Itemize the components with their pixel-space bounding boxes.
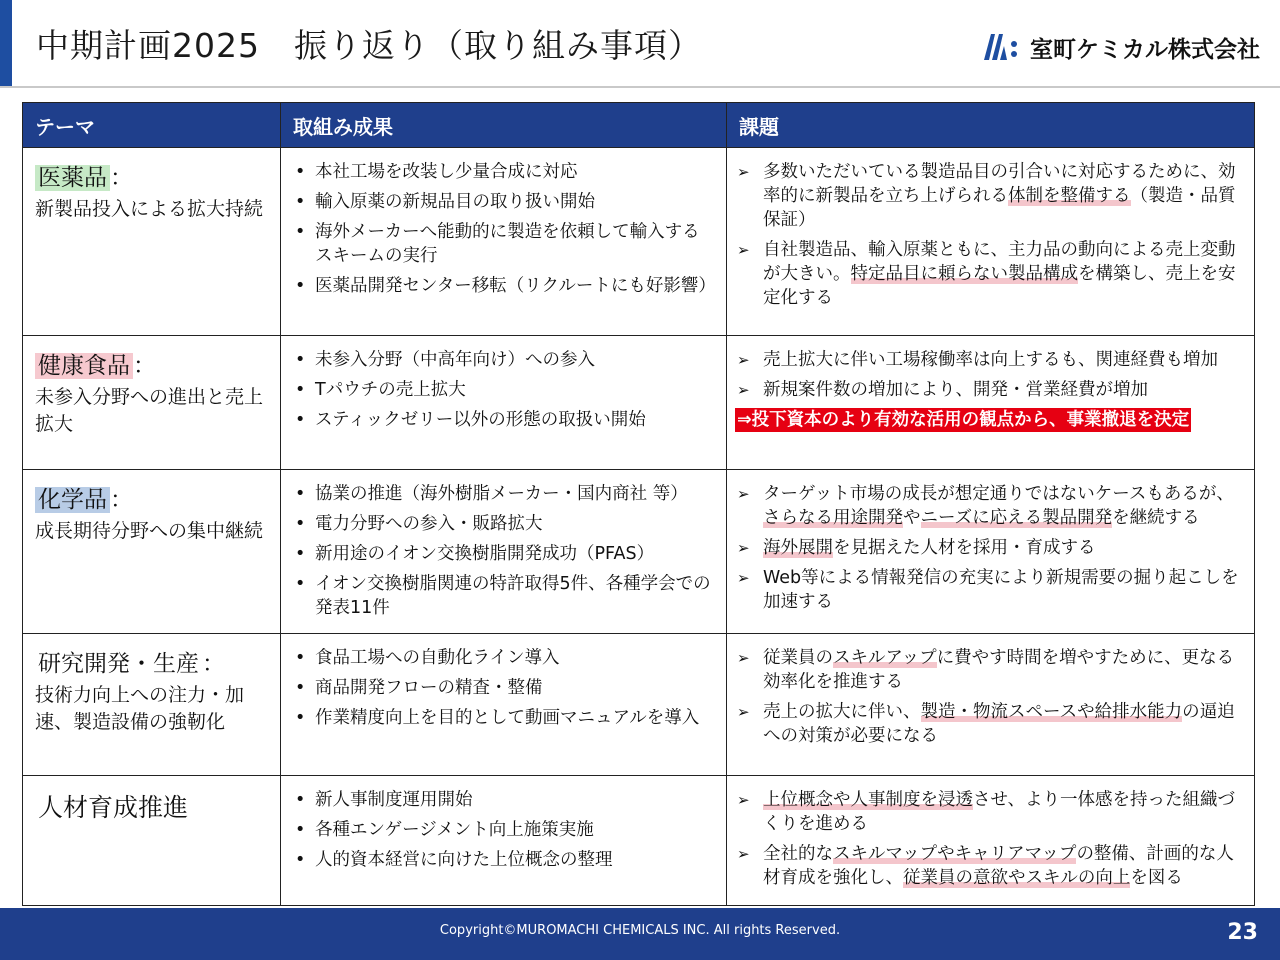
issue-text: を図る — [1130, 868, 1183, 888]
theme-description: 新製品投入による拡大持続 — [35, 198, 264, 220]
issue-text: 自社製造品、輸入原薬ともに、主力品の動向による売上変動が大きい。 — [763, 240, 1236, 284]
result-item: • 医薬品開発センター移転（リクルートにも好影響） — [289, 274, 716, 298]
results-list — [281, 634, 726, 730]
table-row — [23, 776, 1255, 906]
result-item: • 食品工場への自動化ライン導入 — [289, 646, 716, 670]
highlighted-text: さらなる用途開発 — [763, 508, 903, 528]
results-cell — [281, 776, 727, 906]
header-issues: 課題 — [727, 103, 1255, 148]
table-header-row — [23, 103, 1255, 148]
highlighted-text: 従業員の意欲やスキルの向上 — [903, 868, 1131, 888]
issue-text: 売上拡大に伴い工場稼働率は向上するも、関連経費も増加 — [763, 350, 1218, 370]
copyright-text: Copyright©MUROMACHI CHEMICALS INC. All rights Reserved. — [439, 923, 841, 938]
result-item: • イオン交換樹脂関連の特許取得5件、各種学会での発表11件 — [289, 572, 716, 620]
issue-text: させ、より一体感を持った組織づくりを進める — [763, 790, 1235, 834]
company-name: 室町ケミカル株式会社 — [1030, 36, 1260, 63]
issue-text: の整備、計画的な人材育成を強化し、 — [763, 844, 1234, 888]
result-item: • 未参入分野（中高年向け）への参入 — [289, 348, 716, 372]
theme-colon: ： — [110, 487, 133, 513]
theme-cell — [23, 776, 281, 906]
theme-colon: ： — [110, 165, 133, 191]
title-accent-bar — [0, 0, 12, 86]
issue-text: Web等による情報発信の充実により新規需要の掘り起こしを加速する — [763, 568, 1239, 612]
results-cell — [281, 634, 727, 776]
theme-label: 医薬品 — [35, 165, 110, 191]
highlighted-text: 製造・物流スペースや給排水能力 — [920, 702, 1183, 722]
result-item: • 輸入原薬の新規品目の取り扱い開始 — [289, 190, 716, 214]
issue-text: を見据えた人材を採用・育成する — [833, 538, 1096, 558]
issue-item — [737, 788, 1244, 836]
issue-text: を継続する — [1112, 508, 1200, 528]
issue-text: ターゲット市場の成長が想定通りではないケースもあるが、 — [763, 484, 1234, 504]
highlighted-text: 上位概念や人事制度を浸透 — [763, 790, 973, 810]
theme-label: 健康食品 — [35, 353, 133, 379]
results-list — [281, 336, 726, 432]
table-row — [23, 148, 1255, 336]
issue-text: や — [903, 508, 921, 528]
theme-label: 研究開発・生産 — [38, 651, 199, 677]
theme-description: 未参入分野への進出と売上拡大 — [35, 386, 264, 435]
footer-bar — [0, 908, 1280, 960]
issue-item — [737, 566, 1244, 614]
theme-cell — [23, 470, 281, 634]
header-theme: テーマ — [23, 103, 281, 148]
issues-cell — [727, 470, 1255, 634]
highlighted-text: 特定品目に頼らない製品構成 — [850, 264, 1078, 284]
issue-item — [737, 348, 1244, 372]
issue-item — [737, 378, 1244, 402]
issues-cell — [727, 634, 1255, 776]
results-cell — [281, 148, 727, 336]
theme-label: 人材育成推進 — [38, 793, 189, 822]
result-item: • 各種エンゲージメント向上施策実施 — [289, 818, 716, 842]
issue-text: 新規案件数の増加により、開発・営業経費が増加 — [763, 380, 1148, 400]
result-item: • 商品開発フローの精査・整備 — [289, 676, 716, 700]
results-list — [281, 470, 726, 620]
issue-item — [737, 842, 1244, 890]
issue-text: の逼迫への対策が必要になる — [763, 702, 1235, 746]
issue-text: （製造・品質保証） — [763, 186, 1236, 230]
title-divider — [0, 86, 1280, 88]
result-item: • 本社工場を改装し少量合成に対応 — [289, 160, 716, 184]
results-cell — [281, 336, 727, 470]
theme-description: 成長期待分野への集中継続 — [35, 520, 264, 542]
table-row — [23, 634, 1255, 776]
issues-cell — [727, 776, 1255, 906]
results-list — [281, 776, 726, 872]
result-item: • 海外メーカーへ能動的に製造を依頼して輸入するスキームの実行 — [289, 220, 716, 268]
theme-cell — [23, 634, 281, 776]
issue-item — [737, 160, 1244, 232]
result-item: • 協業の推進（海外樹脂メーカー・国内商社 等） — [289, 482, 716, 506]
result-item: • 電力分野への参入・販路拡大 — [289, 512, 716, 536]
issue-item — [737, 482, 1244, 530]
result-item: • 人的資本経営に向けた上位概念の整理 — [289, 848, 716, 872]
results-cell — [281, 470, 727, 634]
theme-colon: ： — [202, 651, 225, 677]
muromachi-logo-icon — [982, 32, 1026, 62]
issue-item — [737, 646, 1244, 694]
highlighted-text: スキルアップ — [833, 648, 937, 668]
issues-list — [727, 336, 1254, 402]
issues-cell — [727, 148, 1255, 336]
theme-description: 技術力向上への注力・加速、製造設備の強靭化 — [35, 684, 245, 733]
theme-cell — [23, 148, 281, 336]
review-table — [22, 102, 1255, 906]
issue-item — [737, 700, 1244, 748]
result-item: • 新用途のイオン交換樹脂開発成功（PFAS） — [289, 542, 716, 566]
issue-text: に費やす時間を増やすために、更なる効率化を推進する — [763, 648, 1235, 692]
issue-item — [737, 238, 1244, 310]
page-title: 中期計画2025 振り返り（取り組み事項） — [36, 26, 702, 65]
issue-text: 売上の拡大に伴い、 — [763, 702, 921, 722]
table-row — [23, 336, 1255, 470]
theme-colon: ： — [133, 353, 156, 379]
result-item: • Tパウチの売上拡大 — [289, 378, 716, 402]
result-item: • 新人事制度運用開始 — [289, 788, 716, 812]
issue-item — [737, 536, 1244, 560]
theme-label: 化学品 — [35, 487, 110, 513]
issues-list — [727, 634, 1254, 748]
issues-list — [727, 148, 1254, 310]
highlighted-text: 体制を整備する — [1008, 186, 1131, 206]
result-item: • 作業精度向上を目的として動画マニュアルを導入 — [289, 706, 716, 730]
issue-text: を構築し、売上を安定化する — [763, 264, 1236, 308]
highlighted-text: スキルマップやキャリアマップ — [833, 844, 1077, 864]
highlighted-text: ニーズに応える製品開発 — [920, 508, 1113, 528]
result-item: • スティックゼリー以外の形態の取扱い開始 — [289, 408, 716, 432]
issue-text: 従業員の — [763, 648, 833, 668]
issues-cell — [727, 336, 1255, 470]
issue-text: 多数いただいている製造品目の引合いに対応するために、効率的に新製品を立ち上げられる — [763, 162, 1236, 206]
issues-list — [727, 470, 1254, 614]
issues-list — [727, 776, 1254, 890]
theme-cell — [23, 336, 281, 470]
header-results: 取組み成果 — [281, 103, 727, 148]
table-row — [23, 470, 1255, 634]
page-number: 23 — [1227, 920, 1258, 945]
decision-banner: ⇒投下資本のより有効な活用の観点から、事業撤退を決定 — [737, 410, 1190, 430]
results-list — [281, 148, 726, 298]
issue-text: 全社的な — [763, 844, 833, 864]
highlighted-text: 海外展開 — [763, 538, 833, 558]
company-logo — [982, 30, 1260, 64]
